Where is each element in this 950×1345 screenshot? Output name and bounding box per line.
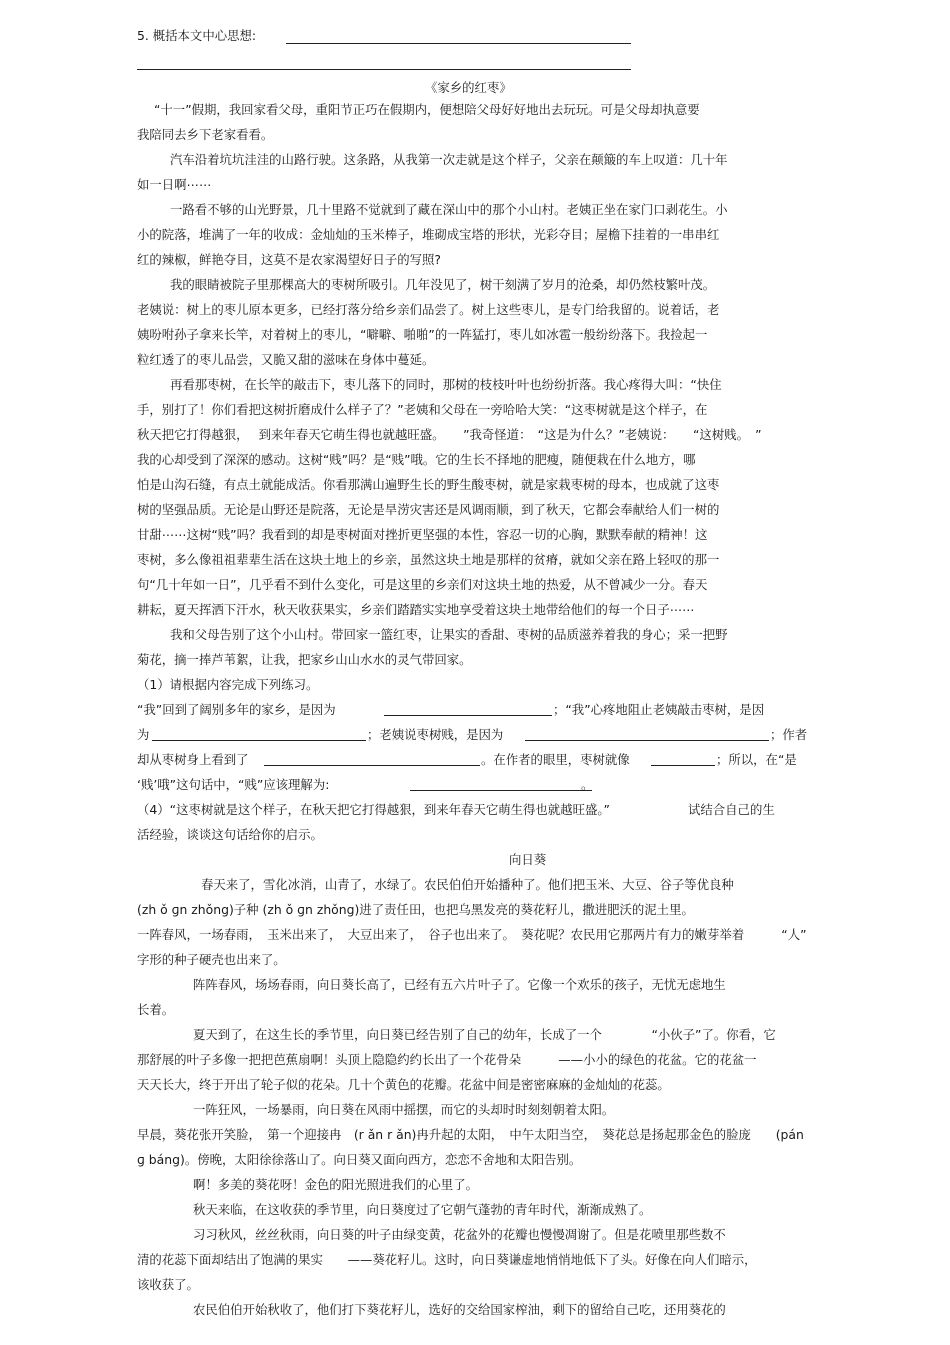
paragraph-line: 菊花，摘一捧芦苇絮，让我，把家乡山山水水的灵气带回家。: [137, 652, 472, 667]
paragraph-line: 老姨说：树上的枣儿原本更多，已经打落分给乡亲们品尝了。树上这些枣儿，是专门给我留的。说着话，老: [137, 302, 720, 317]
essay-title: 向日葵: [509, 852, 547, 867]
paragraph-line: ɡ báng)。傍晚，太阳徐徐落山了。向日葵又面向西方，恋恋不舍地和太阳告别。: [137, 1152, 582, 1167]
paragraph-line: 枣树，多么像祖祖辈辈生活在这块土地上的乡亲，虽然这块土地是那样的贫瘠，就如父亲在路上轻叹的那一: [137, 552, 720, 567]
paragraph-line: 再看那枣树，在长竿的敲击下，枣儿落下的同时，那树的枝枝叶叶也纷纷折落。我心疼得大叫：“快住: [170, 377, 722, 392]
paragraph-line: 阵阵春风，场场春雨，向日葵长高了，已经有五六片叶子了。它像一个欢乐的孩子，无忧无虑地生: [193, 977, 726, 992]
paragraph-line: 如一日啊⋯⋯: [137, 177, 212, 192]
question-4-text: 活经验，谈谈这句话给你的启示。: [137, 827, 323, 842]
paragraph-line: 一阵狂风，一场暴雨，向日葵在风雨中摇摆，而它的头却时时刻刻朝着太阳。: [193, 1102, 615, 1117]
question-text: ；所以，在“是: [716, 752, 797, 767]
paragraph-line: 我和父母告别了这个小山村。带回家一篮红枣，让果实的香甜、枣树的品质滋养着我的身心；采一把野: [170, 627, 728, 642]
paragraph-line: “十一”假期，我回家看父母，重阳节正巧在假期内，便想陪父母好好地出去玩玩。可是父母却执意要: [154, 102, 700, 117]
paragraph-line: 早晨，葵花张开笑脸， 第一个迎接冉 (r ǎn r ǎn)冉升起的太阳， 中午太阳当空， 葵花总是扬起那金色的脸庞 (pán: [137, 1127, 804, 1142]
question-text: “我”回到了阔别多年的家乡，是因为: [137, 702, 336, 717]
paragraph-line: 我陪同去乡下老家看看。: [137, 127, 274, 142]
paragraph-line: 该收获了。: [137, 1277, 199, 1292]
question-text: ；老姨说枣树贱，是因为: [367, 727, 504, 742]
paragraph-line: 手，别打了！你们看把这树折磨成什么样子了？”老姨和父母在一旁哈哈大笑：“这枣树就是这个样子，在: [137, 402, 708, 417]
question-text: 。在作者的眼里，枣树就像: [481, 752, 630, 767]
question-1-label: （1）请根据内容完成下列练习。: [137, 677, 319, 692]
paragraph-line: 耕耘，夏天挥洒下汗水，秋天收获果实，乡亲们踏踏实实地享受着这块土地带给他们的每一个日子⋯⋯: [137, 602, 695, 617]
question-text: 却从枣树身上看到了: [137, 752, 249, 767]
paragraph-line: 春天来了，雪化冰消，山青了，水绿了。农民伯伯开始播种了。他们把玉米、大豆、谷子等优良种: [201, 877, 734, 892]
answer-blank[interactable]: [525, 740, 769, 741]
paragraph-line: 清的花蕊下面却结出了饱满的果实 ——葵花籽儿。这时，向日葵谦虚地悄悄地低下了头。好像在向人们暗示，: [137, 1252, 757, 1267]
question-text: ；作者: [770, 727, 808, 742]
question-4-text: 试结合自己的生: [688, 802, 775, 817]
answer-blank[interactable]: [264, 765, 480, 766]
answer-blank[interactable]: [410, 790, 592, 791]
answer-blank[interactable]: [152, 740, 366, 741]
paragraph-line: 我的眼睛被院子里那棵高大的枣树所吸引。几年没见了，树干刻满了岁月的沧桑，却仍然枝繁叶茂。: [170, 277, 716, 292]
paragraph-line: 秋天来临，在这收获的季节里，向日葵度过了它朝气蓬勃的青年时代，渐渐成熟了。: [193, 1202, 652, 1217]
paragraph-line: 红的辣椒，鲜艳夺目，这莫不是农家渴望好日子的写照?: [137, 252, 441, 267]
paragraph-line: 秋天把它打得越狠， 到来年春天它萌生得也就越旺盛。 ”我奇怪道： “这是为什么？”老姨说： “这树贱。 ”: [137, 427, 762, 442]
paragraph-line: 一阵春风，一场春雨， 玉米出来了， 大豆出来了， 谷子也出来了。 葵花呢？农民用它那两片有力的嫩芽举着 “人”: [137, 927, 807, 942]
paragraph-line: 一路看不够的山光野景，几十里路不觉就到了藏在深山中的那个小山村。老姨正坐在家门口剥花生。小: [170, 202, 728, 217]
paragraph-line: 句“几十年如一日”，几乎看不到什么变化，可是这里的乡亲们对这块土地的热爱，从不曾减少一分。春天: [137, 577, 708, 592]
paragraph-line: 天天长大，终于开出了轮子似的花朵。几十个黄色的花瓣。花盆中间是密密麻麻的金灿灿的花蕊。: [137, 1077, 670, 1092]
answer-line: [286, 43, 631, 44]
paragraph-line: 粒红透了的枣儿品尝，又脆又甜的滋味在身体中蔓延。: [137, 352, 435, 367]
paragraph-line: 字形的种子硬壳也出来了。: [137, 952, 286, 967]
question-4-text: （4）“这枣树就是这个样子，在秋天把它打得越狠，到来年春天它萌生得也就越旺盛。”: [137, 802, 610, 817]
paragraph-line: 习习秋风，丝丝秋雨，向日葵的叶子由绿变黄，花盆外的花瓣也慢慢凋谢了。但是花喷里那些数不: [193, 1227, 726, 1242]
answer-blank[interactable]: [651, 765, 715, 766]
paragraph-line: 汽车沿着坑坑洼洼的山路行驶。这条路，从我第一次走就是这个样子，父亲在颠簸的车上叹道：几十年: [170, 152, 728, 167]
paragraph-line: 长着。: [137, 1002, 175, 1017]
answer-blank[interactable]: [384, 715, 552, 716]
paragraph-line: 小的院落，堆满了一年的收成：金灿灿的玉米棒子，堆砌成宝塔的形状，光彩夺目；屋檐下挂着的一串串红: [137, 227, 720, 242]
essay-title: 《家乡的红枣》: [425, 80, 512, 95]
question-text: ；“我”心疼地阻止老姨敲击枣树，是因: [553, 702, 765, 717]
paragraph-line: 农民伯伯开始秋收了，他们打下葵花籽儿，选好的交给国家榨油，剩下的留给自己吃，还用葵花的: [193, 1302, 726, 1317]
paragraph-line: 怕是山沟石缝，有点土就能成活。你看那满山遍野生长的野生酸枣树，就是家栽枣树的母本，也成就了这枣: [137, 477, 720, 492]
paragraph-line: 夏天到了，在这生长的季节里，向日葵已经告别了自己的幼年，长成了一个 “小伙子”了。你看，它: [193, 1027, 776, 1042]
paragraph-line: 啊！多美的葵花呀！金色的阳光照进我们的心里了。: [193, 1177, 478, 1192]
question-5-label: 5. 概括本文中心思想:: [137, 28, 257, 43]
paragraph-line: 姨吩咐孙子拿来长竿，对着树上的枣儿，“噼噼、啪啪”的一阵猛打，枣儿如冰雹一般纷纷落下。我捡起一: [137, 327, 708, 342]
paragraph-line: 我的心却受到了深深的感动。这树“贱”吗？是“贱”哦。它的生长不择地的肥瘦，随便栽在什么地方，哪: [137, 452, 696, 467]
answer-line: [137, 69, 631, 70]
paragraph-line: 那舒展的叶子多像一把把芭蕉扇啊！头顶上隐隐约约长出了一个花骨朵 ——小小的绿色的花盆。它的花盆一: [137, 1052, 757, 1067]
paragraph-line: (zh ǒ ɡn zhǒng)子种 (zh ǒ ɡn zhǒng)进了责任田，也把乌黑发亮的葵花籽儿，撒进肥沃的泥土里。: [137, 902, 694, 917]
question-text: 。: [581, 777, 594, 792]
question-text: ‘贱’哦”这句话中，“贱”应该理解为:: [137, 777, 330, 792]
paragraph-line: 甘甜⋯⋯这树“贱”吗？我看到的却是枣树面对挫折更坚强的本性，容忍一切的心胸，默默奉献的精神！这: [137, 527, 708, 542]
question-text: 为: [137, 727, 150, 742]
paragraph-line: 树的坚强品质。无论是山野还是院落，无论是旱涝灾害还是风调雨顺，到了秋天，它都会奉献给人们一树的: [137, 502, 720, 517]
